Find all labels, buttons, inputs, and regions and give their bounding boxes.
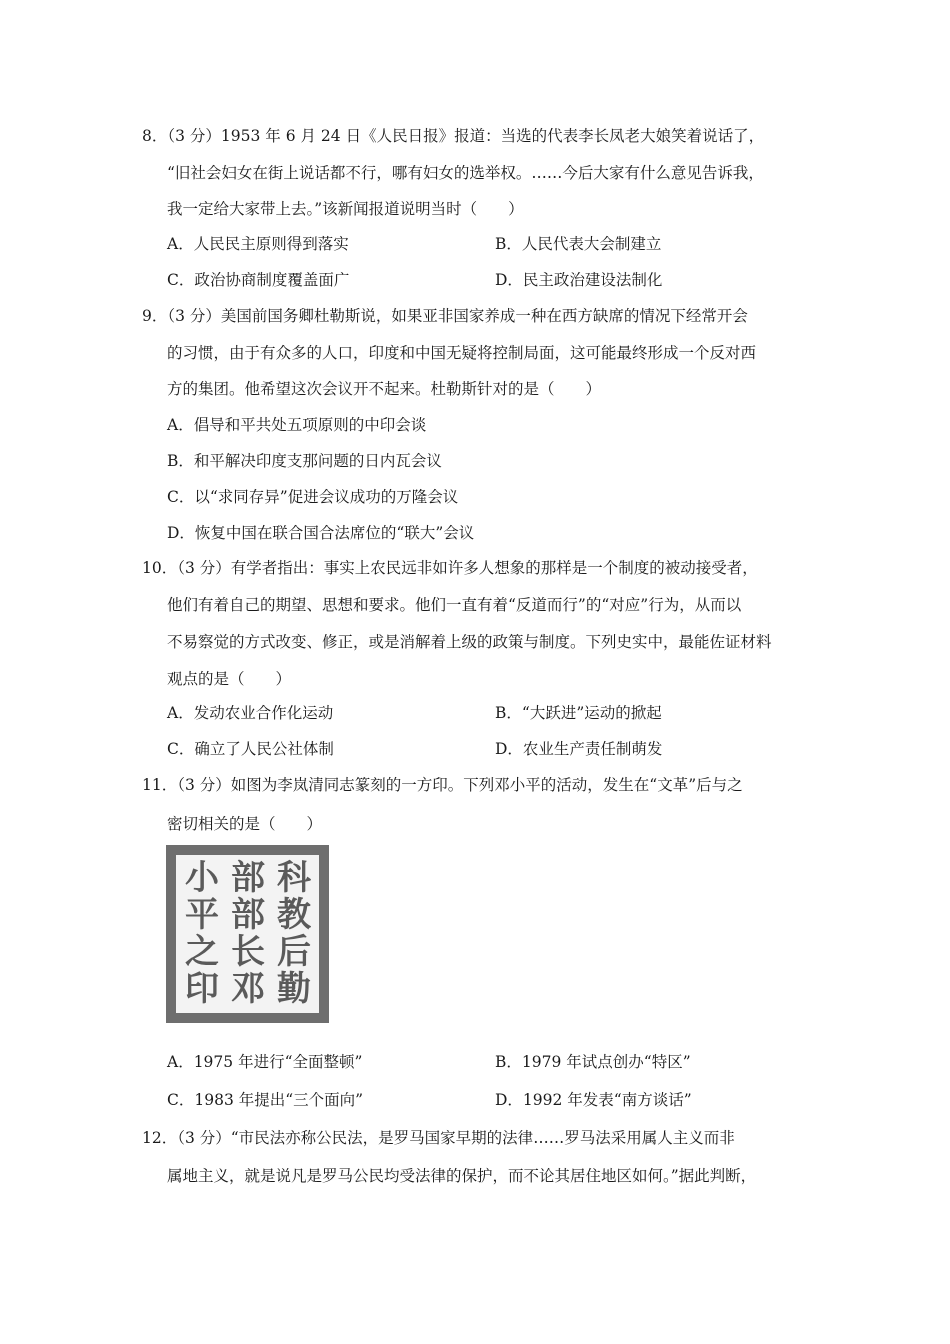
seal-character: 邓 [231,969,265,1009]
question-9-option-a: A．倡导和平共处五项原则的中印会谈 [167,416,427,434]
question-9-stem-line-1: 9．（3 分）美国前国务卿杜勒斯说，如果亚非国家养成一种在西方缺席的情况下经常开会 [142,307,748,325]
question-12-stem-line-2: 属地主义，就是说凡是罗马公民均受法律的保护，而不论其居住地区如何。”据此判断， [167,1167,757,1185]
seal-character: 印 [185,969,219,1009]
question-11-option-d: D．1992 年发表“南方谈话” [495,1091,692,1109]
question-9-option-d: D．恢复中国在联合国合法席位的“联大”会议 [167,524,475,542]
question-10-stem-line-2: 他们有着自己的期望、思想和要求。他们一直有着“反道而行”的“对应”行为，从而以 [167,596,742,614]
seal-image [166,845,329,1023]
question-8-option-b: B．人民代表大会制建立 [495,235,662,253]
seal-character: 教 [277,895,311,935]
question-8-option-d: D．民主政治建设法制化 [495,271,663,289]
question-8-option-c: C．政治协商制度覆盖面广 [167,271,350,289]
question-10-stem-line-1: 10．（3 分）有学者指出：事实上农民远非如许多人想象的那样是一个制度的被动接受者， [142,559,758,577]
seal-character: 平 [185,895,219,935]
question-10-option-a: A．发动农业合作化运动 [167,704,334,722]
question-10-stem-line-3: 不易察觉的方式改变、修正，或是消解着上级的政策与制度。下列史实中，最能佐证材料 [167,633,772,651]
question-8-option-a: A．人民民主原则得到落实 [167,235,349,253]
question-10-option-c: C．确立了人民公社体制 [167,740,334,758]
seal-character: 部 [231,858,265,898]
question-8-stem-line-3: 我一定给大家带上去。”该新闻报道说明当时（ ） [167,200,524,218]
svg-text:科教后勤 [277,858,312,1009]
seal-character: 后 [277,932,311,972]
question-11-stem-line-2: 密切相关的是（ ） [167,815,323,833]
seal-character: 之 [185,932,219,972]
question-8-stem-line-1: 8．（3 分）1953 年 6 月 24 日《人民日报》报道：当选的代表李长凤老大娘笑着说话了， [142,127,765,145]
question-8-stem-line-2: “旧社会妇女在街上说话都不行，哪有妇女的选举权。……今后大家有什么意见告诉我， [167,164,764,182]
question-10-stem-line-4: 观点的是（ ） [167,670,292,688]
question-10-option-b: B．“大跃进”运动的掀起 [495,704,662,722]
seal-character: 勤 [277,969,311,1009]
svg-text:部部长邓 [231,858,265,1009]
seal-character: 部 [231,895,265,935]
seal-character: 长 [231,932,265,972]
seal-character: 科 [277,858,311,898]
seal-characters [176,855,319,1013]
seal-character: 小 [185,858,219,898]
svg-text:小平之印 [185,858,220,1009]
question-9-option-c: C．以“求同存异”促进会议成功的万隆会议 [167,488,459,506]
question-11-option-b: B．1979 年试点创办“特区” [495,1053,691,1071]
question-11-option-a: A．1975 年进行“全面整顿” [167,1053,363,1071]
question-11-stem-line-1: 11．（3 分）如图为李岚清同志篆刻的一方印。下列邓小平的活动，发生在“文革”后与之 [142,776,743,794]
question-9-option-b: B．和平解决印度支那问题的日内瓦会议 [167,452,442,470]
question-9-stem-line-2: 的习惯，由于有众多的人口，印度和中国无疑将控制局面，这可能最终形成一个反对西 [167,344,757,362]
question-9-stem-line-3: 方的集团。他希望这次会议开不起来。杜勒斯针对的是（ ） [167,380,602,398]
question-12-stem-line-1: 12．（3 分）“市民法亦称公民法，是罗马国家早期的法律……罗马法采用属人主义而非 [142,1129,735,1147]
question-11-option-c: C．1983 年提出“三个面向” [167,1091,364,1109]
question-10-option-d: D．农业生产责任制萌发 [495,740,663,758]
